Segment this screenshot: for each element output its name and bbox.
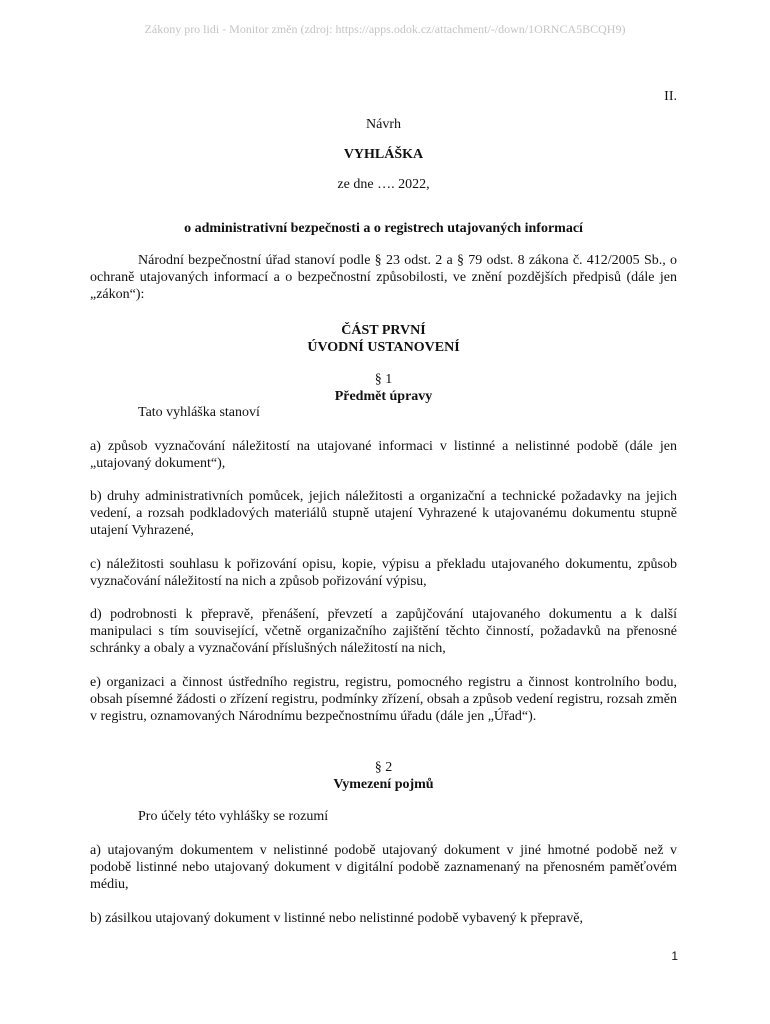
section-2-number: § 2	[374, 760, 393, 775]
section-1-item-c: c) náležitosti souhlasu k pořizování opisu, kopie, výpisu a překladu utajovaného dokumentu, způsob vyznačování náležitostí na nich a způsob pořizování výpisu,	[90, 557, 677, 589]
section-1-item-a: a) způsob vyznačování náležitostí na utajované informaci v listinné a nelistinné podobě (dále jen „utajovaný dokument“),	[90, 439, 677, 471]
page-number: 1	[671, 949, 678, 963]
document-type: VYHLÁŠKA	[343, 147, 424, 162]
section-2-item-b: b) zásilkou utajovaný dokument v listinné nebo nelistinné podobě vybavený k přepravě,	[90, 911, 583, 926]
section-2-intro: Pro účely této vyhlášky se rozumí	[138, 809, 329, 824]
annex-number: II.	[664, 89, 677, 104]
preamble: Národní bezpečnostní úřad stanoví podle § 23 odst. 2 a § 79 odst. 8 zákona č. 412/2005 Sb., o ochraně utajovaných informací a o bezpečnostní způsobilosti, ve znění pozdějších předpisů (dále jen „zákon“):	[90, 253, 677, 302]
section-1-number: § 1	[374, 372, 393, 387]
date-line: ze dne …. 2022,	[337, 177, 430, 192]
document-title: o administrativní bezpečnosti a o registrech utajovaných informací	[184, 221, 583, 236]
section-2-heading: Vymezení pojmů	[333, 777, 434, 792]
section-2-item-a: a) utajovaným dokumentem v nelistinné podobě utajovaný dokument v jiné hmotné podobě než v podobě listinné nebo utajovaný dokument v digitální podobě zaznamenaný na přenosném paměťovém médiu,	[90, 843, 677, 892]
section-1-item-e: e) organizaci a činnost ústředního registru, registru, pomocného registru a činnost kontrolního bodu, obsah písemné žádosti o zřízení registru, podmínky zřízení, obsah a způsob vedení registru, rozsah změn v registru, oznamovaných Národnímu bezpečnostnímu úřadu (dále jen „Úřad“).	[90, 675, 677, 724]
section-1-item-b: b) druhy administrativních pomůcek, jejich náležitosti a organizační a technické požadavky na jejich vedení, a rozsah podkladových materiálů stupně utajení Vyhrazené k utajovanému dokumentu stupně utajení Vyhrazené,	[90, 489, 677, 538]
draft-label: Návrh	[366, 117, 401, 132]
section-1-intro: Tato vyhláška stanoví	[138, 405, 260, 420]
part-number: ČÁST PRVNÍ	[341, 323, 426, 338]
section-1-item-d: d) podrobnosti k přepravě, přenášení, převzetí a zapůjčování utajovaného dokumentu a k další manipulaci s tím související, včetně organizačního zajištění těchto činností, požadavků na přenosné schránky a obaly a vyznačování příslušných náležitostí na nich,	[90, 607, 677, 656]
source-watermark: Zákony pro lidi - Monitor změn (zdroj: https://apps.odok.cz/attachment/-/down/1ORNCA5BCQH9)	[144, 22, 626, 36]
part-title: ÚVODNÍ USTANOVENÍ	[307, 340, 460, 355]
section-1-heading: Předmět úpravy	[334, 389, 433, 404]
